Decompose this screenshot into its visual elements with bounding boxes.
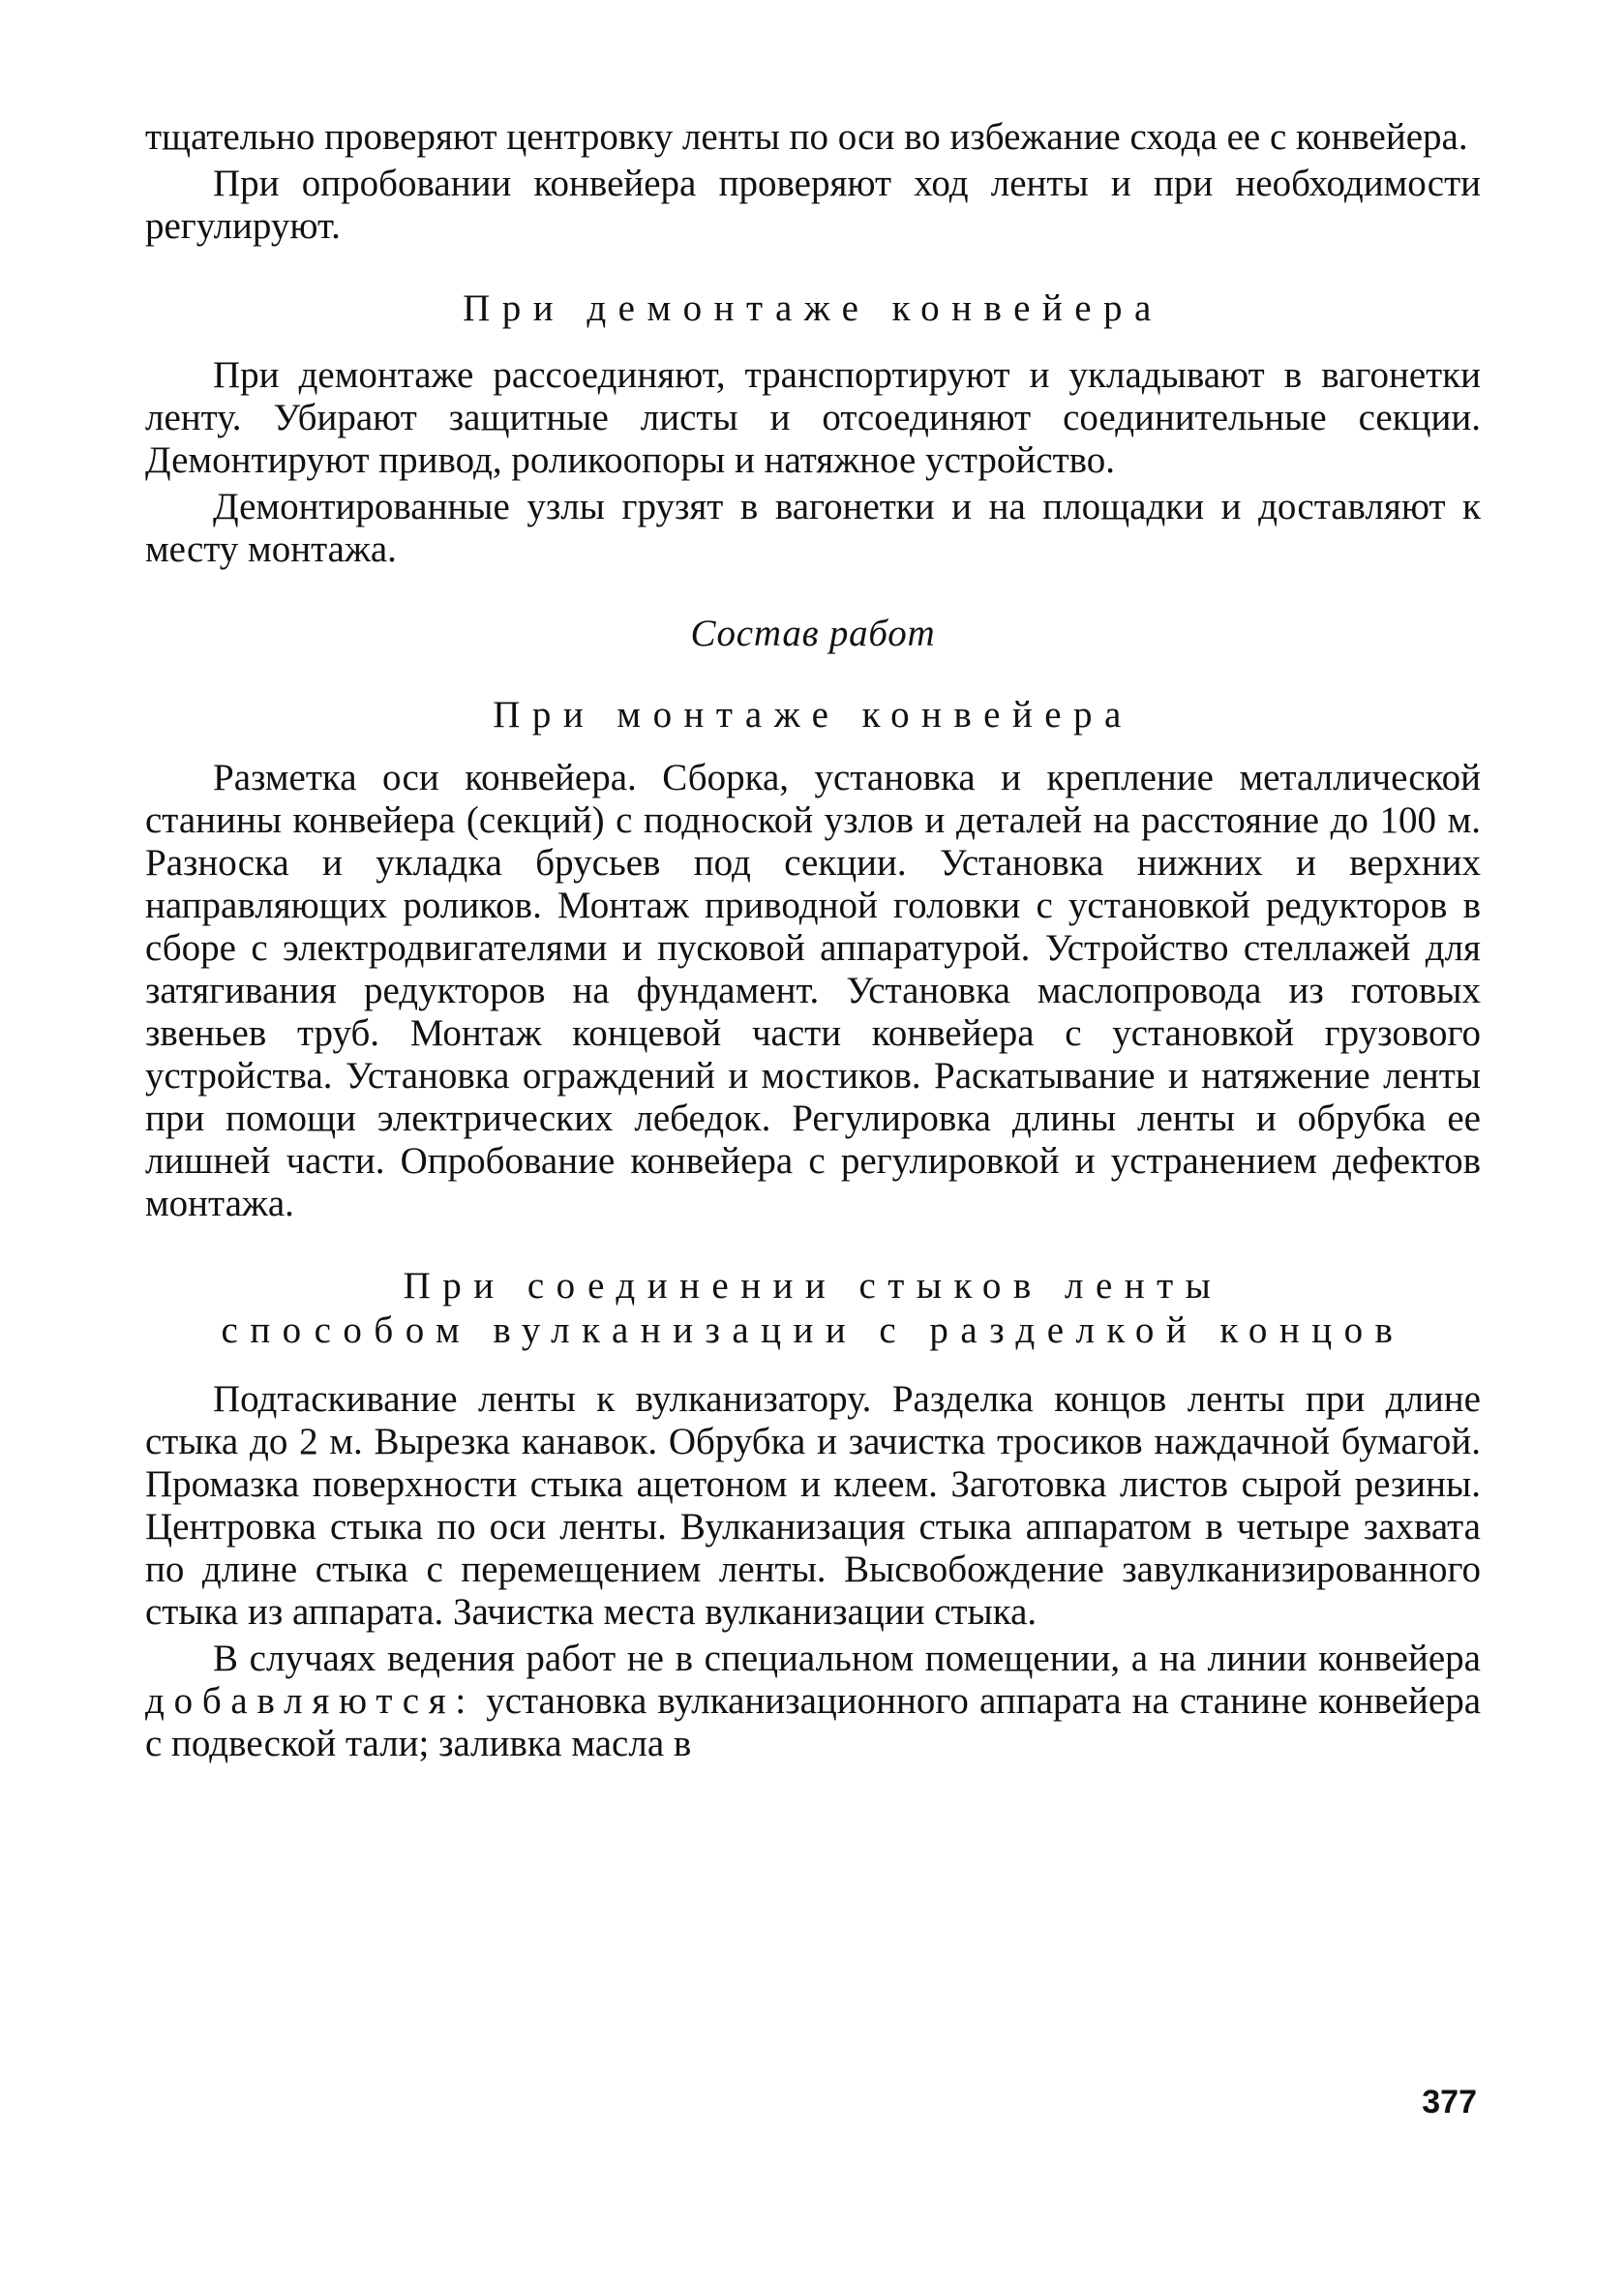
special-conditions-spaced-word: добавляются: [145,1680,476,1722]
special-conditions-text-end: установка вулканизационного аппарата на станине конвейера с подвеской тали; заливка масла в [145,1680,1482,1764]
heading-assembly: При монтаже конвейера [493,694,1133,736]
heading-work-composition: Состав работ [690,613,936,654]
paragraph-dismantled-units: Демонтированные узлы грузят в вагонетки и на площадки и доставляют к месту монтажа. [145,486,1481,570]
paragraph-trial-run: При опробовании конвейера проверяют ход ленты и при необходимости регулируют. [145,163,1481,247]
special-conditions-text-start: В случаях ведения работ не в специальном помещении, а на линии конвейера [213,1638,1481,1679]
paragraph-assembly: Разметка оси конвейера. Сборка, установка и крепление металлической станины конвейера (секций) с подноской узлов и деталей на расстояние до 100 м. Разноска и укладка брусьев под секции. Установка нижних и верхних направляющих роликов. Монтаж приводной головки с установкой редукторов в сборе с электродвигателями и пусковой аппаратурой. Устройство стеллажей для затягивания редукторов на фундамент. Установка маслопровода из готовых звеньев труб. Монтаж концевой части конвейера с установкой грузового устройства. Установка ограждений и мостиков. Раскатывание и натяжение ленты при помощи электрических лебедок. Регулировка длины ленты и обрубка ее лишней части. Опробование конвейера с регулировкой и устранением дефектов монтажа. [145,757,1481,1224]
heading-joint-line2: способом вулканизации с разделкой концов [221,1309,1405,1351]
heading-dismantle: При демонтаже конвейера [463,287,1163,329]
page-number: 377 [1422,2084,1477,2121]
paragraph-dismantle: При демонтаже рассоединяют, транспортируют и укладывают в вагонетки ленту. Убирают защитные листы и отсоединяют соединительные секции. Демонтируют привод, роликоопоры и натяжное устройство. [145,354,1481,481]
heading-joint-line1: При соединении стыков ленты [403,1265,1223,1307]
paragraph-vulcanization: Подтаскивание ленты к вулканизатору. Разделка концов ленты при длине стыка до 2 м. Вырезка канавок. Обрубка и зачистка тросиков наждачной бумагой. Промазка поверхности стыка ацетоном и клеем. Заготовка листов сырой резины. Центровка стыка по оси ленты. Вулканизация стыка аппаратом в четыре захвата по длине стыка с перемещением ленты. Высвобождение завулканизированного стыка из аппарата. Зачистка места вулканизации стыка. [145,1378,1481,1633]
paragraph-special-conditions [145,1638,1481,1765]
paragraph-centering-check: тщательно проверяют центровку ленты по оси во избежание схода ее с конвейера. [145,116,1468,158]
page-body [145,116,1481,1765]
